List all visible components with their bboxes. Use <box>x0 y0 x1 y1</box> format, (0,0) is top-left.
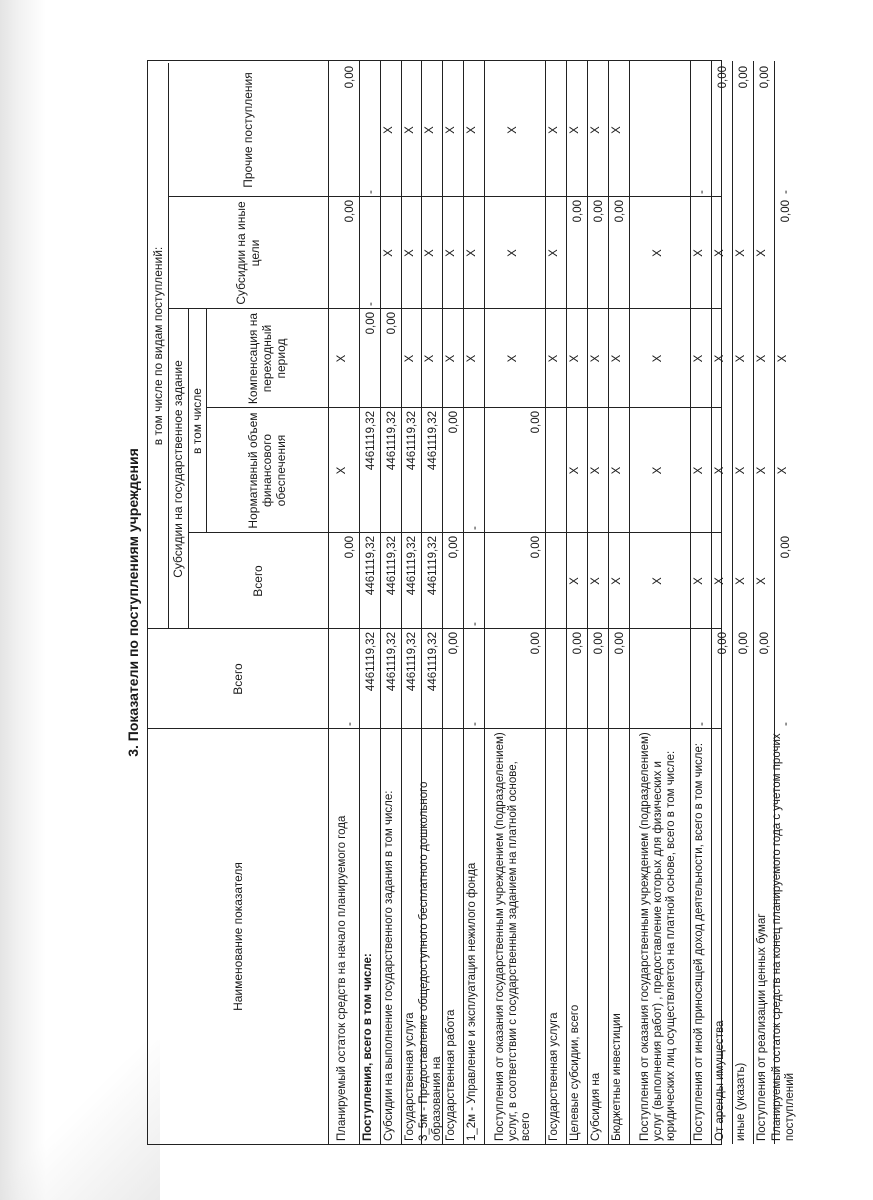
table-cell: X <box>590 126 602 134</box>
header-gz-incl: в том числе <box>190 388 204 454</box>
table-cell: X <box>569 466 581 475</box>
table-cell: X <box>756 249 768 257</box>
table-cell: 0,00 <box>614 200 626 223</box>
table-cell: - <box>780 190 792 194</box>
table-cell: X <box>693 249 705 257</box>
table-cell: X <box>548 249 560 257</box>
table-cell: X <box>611 466 623 475</box>
table-cell: 0,00 <box>365 312 377 335</box>
table-cell: 0,00 <box>530 536 542 559</box>
table-cell: X <box>403 126 416 134</box>
row-label: Поступления от оказания государственным учреждением (подразделением) услуг (выполнения работ) , предоставление которых для физических и юридических лиц осуществляется на платной основе, всего в том числе: <box>639 732 677 1141</box>
table-cell: X <box>569 126 581 134</box>
table-cell: 0,00 <box>448 632 460 655</box>
header-rule <box>206 309 207 533</box>
table-cell: 4461119,32 <box>365 411 377 471</box>
table-cell: X <box>424 126 436 134</box>
table-cell: X <box>424 354 436 363</box>
table-cell: X <box>735 249 747 257</box>
table-cell: X <box>735 577 747 585</box>
table-cell: X <box>590 466 602 475</box>
table-cell: X <box>403 249 416 257</box>
header-name: Наименование показателя <box>231 862 245 1011</box>
table-cell: X <box>735 354 747 363</box>
table-cell: 0,00 <box>614 632 626 655</box>
table-cell <box>545 533 566 629</box>
header-other: Прочие поступления <box>241 72 255 188</box>
header-other-subs: Субсидии на иные цели <box>234 201 262 305</box>
table-cell: 0,00 <box>593 200 605 223</box>
table-cell: 4461119,32 <box>365 632 377 692</box>
table-cell: X <box>611 577 623 585</box>
header-comp: Компенсация на переходный период <box>246 312 288 405</box>
row-label: Государственная услуга <box>548 1012 560 1141</box>
table-cell: X <box>445 354 457 363</box>
header-gz-total: Всего <box>251 565 265 597</box>
table-cell: 0,00 <box>780 536 792 559</box>
income-table <box>147 60 796 1145</box>
table-cell: X <box>466 354 478 363</box>
table-cell: 4461119,32 <box>406 632 418 692</box>
table-cell: 0,00 <box>780 200 792 223</box>
table-cell: 4461119,32 <box>386 411 398 471</box>
table-cell: 0,00 <box>759 632 771 655</box>
table-cell: 4461119,32 <box>427 536 439 596</box>
table-cell: X <box>569 354 581 363</box>
row-label: Субсидии на выполнение государственного задания в том числе: <box>383 790 395 1141</box>
table-cell: - <box>696 190 708 194</box>
row-label: Поступления, всего в том числе: <box>362 953 374 1141</box>
table-cell: - <box>469 722 481 726</box>
table-cell: 4461119,32 <box>427 632 439 692</box>
table-cell: 0,00 <box>448 411 460 434</box>
table-cell: 0,00 <box>344 66 356 89</box>
table-cell: - <box>365 302 377 306</box>
table-cell: X <box>652 577 664 585</box>
table-cell: X <box>590 354 602 363</box>
table-cell: X <box>403 354 416 363</box>
row-label: Государственная работа <box>445 1009 457 1141</box>
table-cell: - <box>469 622 481 626</box>
table-cell: - <box>469 526 481 530</box>
table-cell: X <box>652 466 664 475</box>
table-cell: X <box>590 577 602 585</box>
table-cell: X <box>611 354 623 363</box>
table-cell: 0,00 <box>717 66 729 89</box>
table-cell: X <box>714 466 726 475</box>
table-cell <box>545 408 566 533</box>
table-cell: X <box>445 126 457 134</box>
table-cell: X <box>466 249 478 257</box>
table-cell: X <box>714 249 726 257</box>
table-cell: - <box>696 722 708 726</box>
table-cell: 4461119,32 <box>406 536 418 596</box>
header-total: Всего <box>231 663 245 695</box>
row-label: 1_2м - Управление и эксплуатация нежилого фонда <box>466 862 478 1141</box>
row-label: Бюджетные инвестиции <box>611 1013 623 1141</box>
row-label: Поступления от оказания государственным учреждением (подразделением) услуг, в соответствии с государственным заданием на платной основе, всего <box>494 732 532 1141</box>
table-cell: 0,00 <box>386 312 398 335</box>
row-label: Государственная услуга <box>403 1012 416 1141</box>
table-cell: X <box>714 577 726 585</box>
table-cell: X <box>569 577 581 585</box>
table-cell: - <box>780 722 792 726</box>
table-cell: X <box>548 354 560 363</box>
table-cell: X <box>336 466 348 475</box>
row-label: 3_5м - Предоставление общедоступного бесплатного дошкольного образования на <box>417 781 443 1141</box>
table-cell: X <box>652 354 664 363</box>
table-cell: 4461119,32 <box>406 411 418 471</box>
table-cell: X <box>756 354 768 363</box>
row-label: Планируемый остаток средств на конец планируемого года с учетом прочих поступлений <box>770 733 796 1141</box>
table-cell: X <box>507 126 519 134</box>
header-norm: Нормативный объем финансового обеспечения <box>246 412 288 529</box>
table-cell: X <box>445 249 457 257</box>
table-cell <box>629 63 690 197</box>
table-cell: X <box>383 249 395 257</box>
table-cell <box>629 629 690 729</box>
table-cell: 0,00 <box>448 536 460 559</box>
row-label: Поступления от иной приносящей доход деятельности, всего в том числе: <box>693 742 705 1141</box>
header-rule <box>188 309 189 629</box>
row-label: Планируемый остаток средств на начало планируемого года <box>336 815 348 1141</box>
table-cell: X <box>777 466 789 475</box>
table-cell: X <box>714 354 726 363</box>
rotated-page <box>120 60 796 1145</box>
table-cell: - <box>344 722 356 726</box>
table-cell: 0,00 <box>572 200 584 223</box>
table-cell: X <box>777 354 789 363</box>
table-cell: 0,00 <box>344 200 356 223</box>
table-cell: X <box>336 354 348 363</box>
table-cell: - <box>365 190 377 194</box>
table-cell: X <box>611 126 623 134</box>
table-cell: 4461119,32 <box>427 411 439 471</box>
table-cell: 0,00 <box>344 536 356 559</box>
table-cell: X <box>693 577 705 585</box>
table-cell: X <box>756 466 768 475</box>
table-cell: X <box>466 126 478 134</box>
table-cell: 4461119,32 <box>365 536 377 596</box>
table-cell: X <box>735 466 747 475</box>
row-label: Целевые субсидии, всего <box>569 1004 581 1141</box>
header-rule <box>168 63 169 629</box>
header-by-type: в том числе по видам поступлений: <box>151 246 165 446</box>
table-cell: X <box>756 577 768 585</box>
table-cell: 0,00 <box>530 411 542 434</box>
table-cell: X <box>424 249 436 257</box>
header-gz: Субсидии на государственное задание <box>171 360 185 578</box>
table-cell: 0,00 <box>572 632 584 655</box>
table-cell: X <box>507 249 519 257</box>
table-cell: 0,00 <box>530 632 542 655</box>
row-label: Поступления от реализации ценных бумаг <box>756 913 768 1141</box>
table-cell: 4461119,32 <box>386 632 398 692</box>
table-cell: 0,00 <box>759 66 771 89</box>
table-cell: X <box>693 466 705 475</box>
table-cell: 4461119,32 <box>386 536 398 596</box>
table-cell: X <box>548 126 560 134</box>
row-label: Субсидия на <box>590 1072 602 1141</box>
section-title: 3. Показатели по поступлениям учреждения <box>125 448 141 757</box>
scan-edge-shadow <box>0 0 46 1200</box>
table-cell: 0,00 <box>738 632 750 655</box>
table-cell: X <box>652 249 664 257</box>
table-cell: X <box>383 126 395 134</box>
table-cell: X <box>507 354 519 363</box>
row-label: От аренды имущества <box>714 1020 726 1141</box>
table-cell: 0,00 <box>717 632 729 655</box>
table-cell: X <box>693 354 705 363</box>
row-label: иные (указать) <box>735 1062 747 1141</box>
table-cell: 0,00 <box>593 632 605 655</box>
table-cell: 0,00 <box>738 66 750 89</box>
table-cell <box>545 629 566 729</box>
